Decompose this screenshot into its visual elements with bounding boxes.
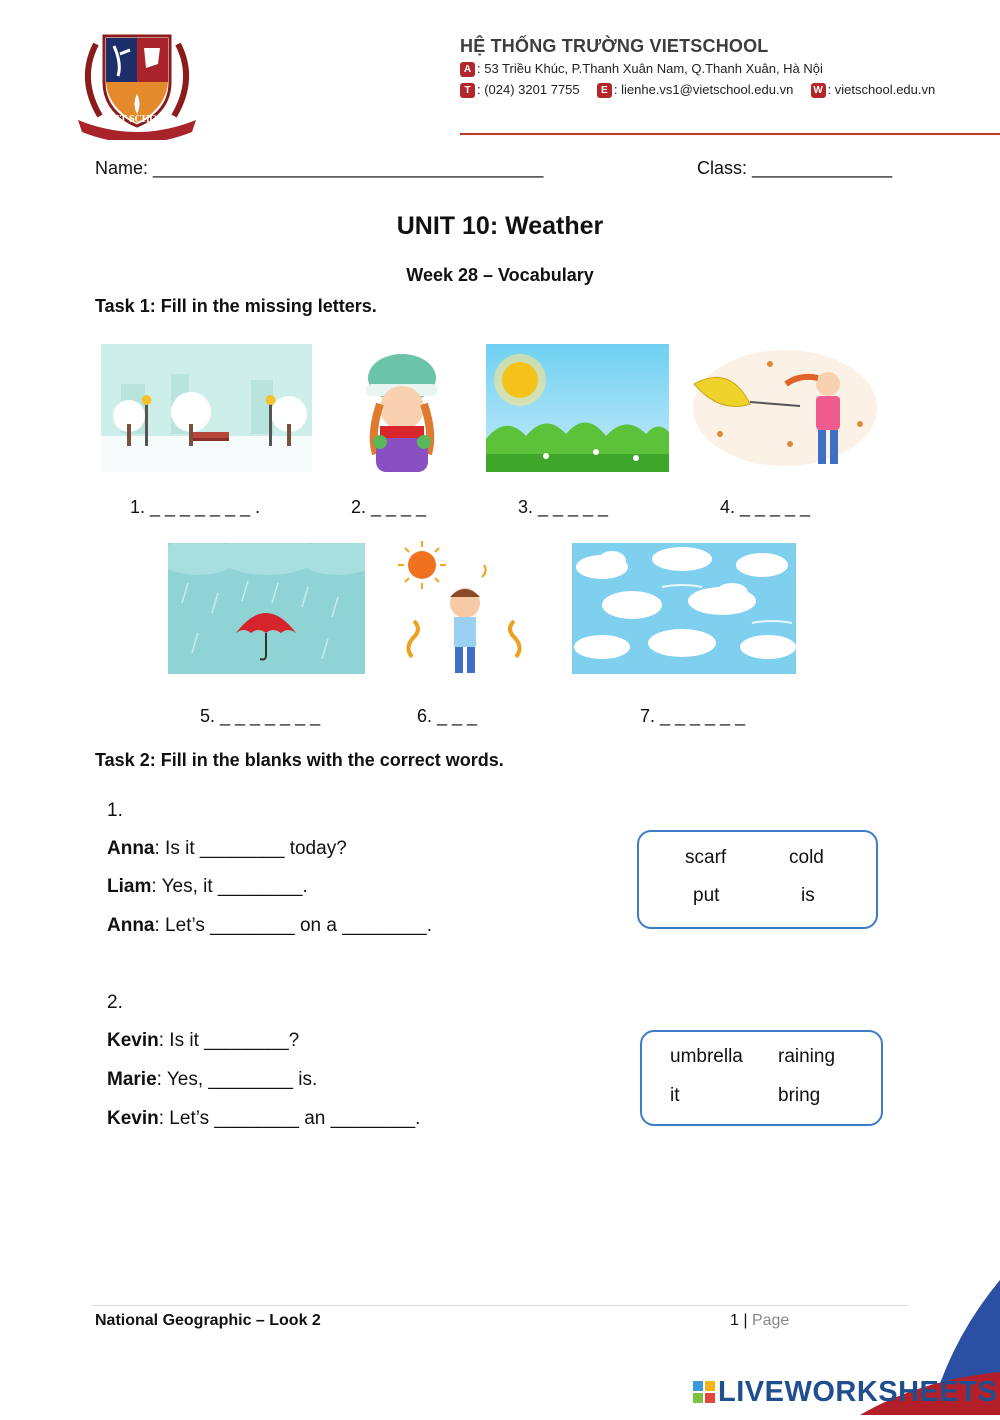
dialogue-line[interactable] (107, 876, 308, 898)
word-bank-2 (640, 1030, 883, 1126)
word-bank-1 (637, 830, 878, 929)
task1-blank-3[interactable]: 3. _ _ _ _ _ (518, 497, 609, 517)
task1-blank-6[interactable]: 6. _ _ _ (417, 706, 478, 726)
windy-picture (690, 344, 880, 472)
task2-title: Task 2: Fill in the blanks with the correct words. (95, 750, 504, 770)
question-1-number: 1. (107, 800, 123, 821)
dialogue-text: : Is it ________ today? (154, 838, 347, 859)
page-subtitle: Week 28 – Vocabulary (406, 265, 594, 285)
dialogue-line[interactable] (107, 838, 347, 860)
cloudy-picture (572, 543, 796, 674)
liveworksheets-icon (693, 1381, 715, 1403)
class-field[interactable]: Class: ______________ (697, 158, 893, 178)
footer-page (730, 1312, 789, 1330)
freezing-child-picture (340, 344, 464, 472)
address-text: : 53 Triều Khúc, P.Thanh Xuân Nam, Q.Thanh Xuân, Hà Nội (477, 61, 823, 76)
liveworksheets-watermark: LIVEWORKSHEETS (718, 1376, 998, 1408)
dialogue-text: : Yes, ________ is. (156, 1069, 318, 1090)
website-text[interactable]: : vietschool.edu.vn (827, 82, 936, 97)
page-number: 1 (730, 1312, 739, 1329)
word-bank-word[interactable]: raining (778, 1046, 836, 1067)
page-separator: | (738, 1312, 752, 1329)
phone-text: : (024) 3201 7755 (477, 82, 580, 97)
phone-icon: T (460, 83, 475, 98)
email-text[interactable]: : lienhe.vs1@vietschool.edu.vn (613, 82, 794, 97)
question-2-number: 2. (107, 992, 123, 1013)
task1-title: Task 1: Fill in the missing letters. (95, 296, 377, 316)
page-word: Page (751, 1312, 790, 1329)
dialogue-text: : Let’s ________ on a ________. (154, 915, 433, 936)
dialogue-line[interactable] (107, 915, 432, 937)
speaker-name: Kevin (107, 1108, 159, 1129)
speaker-name: Anna (107, 915, 155, 936)
school-name: HỆ THỐNG TRƯỜNG VIETSCHOOL (460, 36, 769, 56)
word-bank-word[interactable]: scarf (685, 847, 727, 868)
header-divider (460, 133, 1000, 135)
dialogue-text: : Yes, it ________. (151, 876, 308, 897)
rainy-picture (168, 543, 365, 674)
task1-blank-1[interactable]: 1. _ _ _ _ _ _ _ . (130, 497, 261, 517)
snowy-park-picture (101, 344, 312, 472)
task1-blank-5[interactable]: 5. _ _ _ _ _ _ _ (200, 706, 321, 726)
word-bank-word[interactable]: bring (778, 1085, 821, 1106)
task1-blank-4[interactable]: 4. _ _ _ _ _ (720, 497, 811, 517)
school-address (460, 61, 823, 77)
school-logo (74, 24, 200, 140)
word-bank-word[interactable]: it (670, 1085, 680, 1106)
web-icon: W (811, 83, 826, 98)
hot-boy-picture (392, 537, 538, 682)
speaker-name: Kevin (107, 1030, 159, 1051)
speaker-name: Liam (107, 876, 152, 897)
email-icon: E (597, 83, 612, 98)
school-contacts (460, 82, 935, 98)
footer-divider (92, 1305, 908, 1306)
dialogue-line[interactable] (107, 1069, 317, 1091)
footer-book-title: National Geographic – Look 2 (95, 1312, 321, 1329)
logo-text: VIET SCHOOL (102, 114, 172, 125)
dialogue-text: : Is it ________? (158, 1030, 300, 1051)
sunny-picture (486, 344, 669, 472)
word-bank-word[interactable]: is (801, 885, 815, 906)
dialogue-line[interactable] (107, 1030, 299, 1052)
word-bank-word[interactable]: put (693, 885, 720, 906)
page-title: UNIT 10: Weather (396, 212, 604, 240)
speaker-name: Anna (107, 838, 155, 859)
task1-blank-7[interactable]: 7. _ _ _ _ _ _ (640, 706, 746, 726)
word-bank-word[interactable]: umbrella (670, 1046, 743, 1067)
name-field[interactable]: Name: _______________________________________ (95, 158, 544, 178)
dialogue-text: : Let’s ________ an ________. (158, 1108, 421, 1129)
speaker-name: Marie (107, 1069, 157, 1090)
address-icon: A (460, 62, 475, 77)
dialogue-line[interactable] (107, 1108, 420, 1130)
task1-blank-2[interactable]: 2. _ _ _ _ (351, 497, 427, 517)
word-bank-word[interactable]: cold (789, 847, 824, 868)
